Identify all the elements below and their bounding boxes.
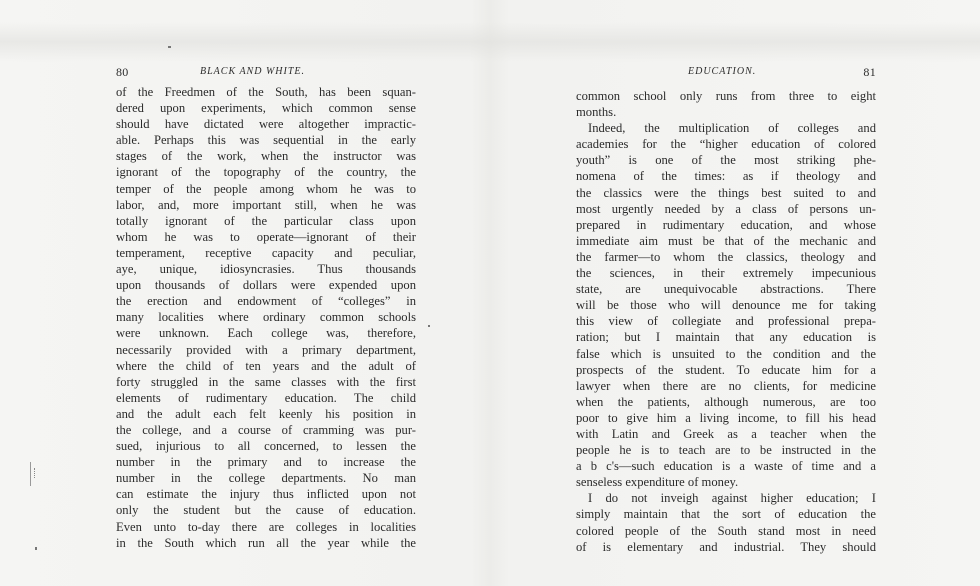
right-running-head	[576, 64, 876, 80]
page-number: 81	[863, 65, 876, 79]
text-line: of is elementary and industrial. They should	[576, 539, 876, 554]
text-line: the farmer—to whom the classics, theology and	[576, 249, 876, 264]
text-line: where the child of ten years and the adult of	[116, 358, 416, 373]
text-line: number in the college departments. No man	[116, 471, 416, 486]
left-page	[116, 64, 416, 551]
text-line: temper of the people among whom he was to	[116, 181, 416, 196]
text-line: immediate aim must be that of the mechanic and	[576, 233, 876, 248]
text-line: Even unto to-day there are colleges in localities	[116, 519, 416, 534]
right-page	[576, 64, 876, 555]
text-line: elements of rudimentary education. The child	[116, 390, 416, 405]
text-line: totally ignorant of the particular class upon	[116, 213, 416, 228]
page-number: 80	[116, 65, 129, 79]
left-running-head	[116, 64, 416, 80]
text-line: sued, injurious to all concerned, to lessen the	[116, 439, 416, 454]
running-title: BLACK AND WHITE.	[200, 66, 305, 77]
margin-pencil-mark	[30, 462, 41, 486]
ink-speck	[35, 547, 37, 550]
text-line: academies for the “higher education of colored	[576, 137, 876, 152]
text-line: necessarily provided with a primary department,	[116, 342, 416, 357]
text-line: the college, and a course of cramming was pur-	[116, 422, 416, 437]
text-line: this view of collegiate and professional prepa-	[576, 314, 876, 329]
text-line: most urgently needed by a class of persons un-	[576, 201, 876, 216]
text-line: youth” is one of the most striking phe-	[576, 153, 876, 168]
text-line: a b c's—such education is a waste of time and a	[576, 459, 876, 474]
text-line: ignorant of the topography of the country, the	[116, 165, 416, 180]
text-line: whom he was to operate—ignorant of their	[116, 229, 416, 244]
text-line: forty struggled in the same classes with the first	[116, 374, 416, 389]
text-line: the erection and endowment of “colleges” in	[116, 294, 416, 309]
right-body-text	[576, 88, 876, 555]
text-line: lawyer when there are no clients, for medicine	[576, 378, 876, 393]
text-line: I do not inveigh against higher education; I	[588, 491, 876, 506]
text-line: were unknown. Each college was, therefore,	[116, 326, 416, 341]
text-line: senseless expenditure of money.	[576, 475, 739, 490]
ink-speck	[168, 46, 171, 48]
text-line: only the student but the cause of education.	[116, 503, 416, 518]
text-line: able. Perhaps this was sequential in the early	[116, 133, 416, 148]
text-line: people he is to teach are to be instructed in the	[576, 443, 876, 458]
text-line: prepared in rudimentary education, and whose	[576, 217, 876, 232]
running-title: EDUCATION.	[688, 66, 757, 77]
text-line: the sciences, in their extremely impecunious	[576, 266, 876, 281]
text-line: temperament, receptive capacity and peculiar,	[116, 245, 416, 260]
text-line: number in the primary and to increase the	[116, 455, 416, 470]
text-line: state, are unequivocable abstractions. There	[576, 282, 876, 297]
text-line: when the patients, although numerous, are too	[576, 394, 876, 409]
text-line: in the South which run all the year while the	[116, 535, 416, 550]
text-line: months.	[576, 105, 617, 120]
scan-shadow	[0, 22, 980, 62]
text-line: the classics were the things best suited to and	[576, 185, 876, 200]
text-line: many localities where ordinary common schools	[116, 310, 416, 325]
text-line: dered upon experiments, which common sense	[116, 101, 416, 116]
text-line: prospects of the student. To educate him for a	[576, 362, 876, 377]
text-line: Indeed, the multiplication of colleges and	[588, 121, 876, 136]
text-line: simply maintain that the sort of education the	[576, 507, 876, 522]
text-line: poor to give him a living income, to fill his head	[576, 410, 876, 425]
text-line: colored people of the South stand most in need	[576, 523, 876, 538]
ink-speck	[428, 325, 430, 327]
text-line: of the Freedmen of the South, has been squan-	[116, 85, 416, 99]
text-line: will be those who will denounce me for taking	[576, 298, 876, 313]
text-line: stages of the work, when the instructor was	[116, 149, 416, 164]
text-line: false which is unsuited to the condition and the	[576, 346, 876, 361]
text-line: upon thousands of dollars were expended upon	[116, 278, 416, 293]
text-line: nomena of the times: as if theology and	[576, 169, 876, 184]
text-line: and the adult each felt keenly his position in	[116, 406, 416, 421]
text-line: common school only runs from three to eight	[576, 89, 876, 103]
text-line: with Latin and Greek as a teacher when the	[576, 426, 876, 441]
text-line: should have dictated were altogether impractic-	[116, 117, 416, 132]
text-line: labor, and, more important still, when he was	[116, 197, 416, 212]
text-line: aye, unique, idiosyncrasies. Thus thousands	[116, 262, 416, 277]
text-line: ration; but I maintain that any education is	[576, 330, 876, 345]
left-body-text	[116, 84, 416, 551]
text-line: can estimate the injury thus inflicted upon not	[116, 487, 416, 502]
